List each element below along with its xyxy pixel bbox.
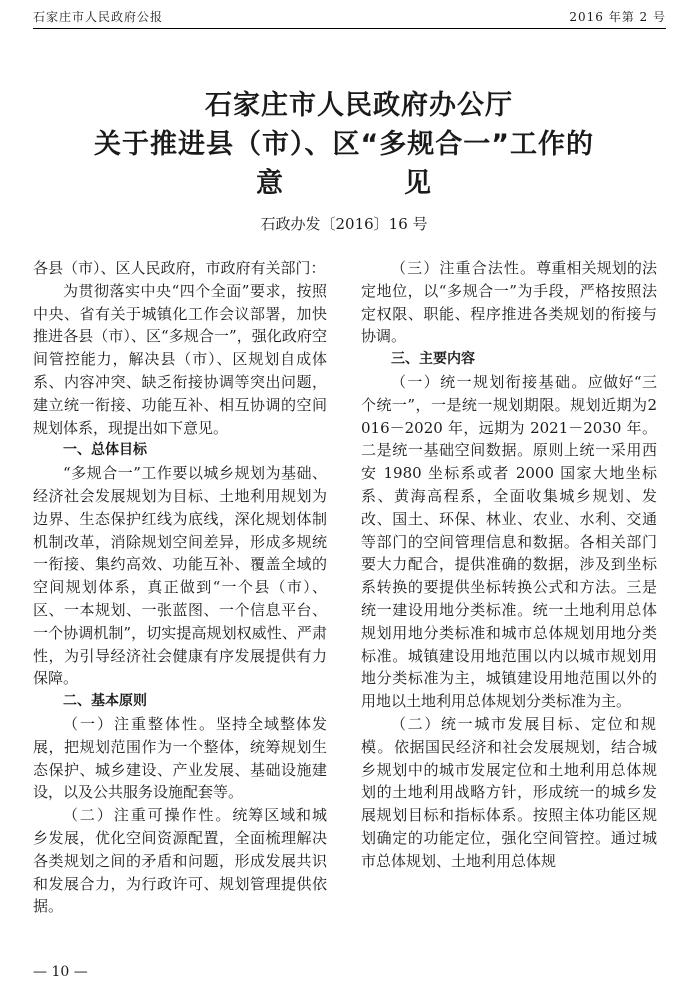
document-title-block <box>0 86 688 235</box>
salutation: 各县（市）、区人民政府，市政府有关部门： <box>33 259 326 277</box>
principle-2-paragraph <box>33 804 327 918</box>
section-3-heading: 三、主要内容 <box>391 351 475 368</box>
running-header <box>33 6 666 29</box>
publication-name: 石家庄市人民政府公报 <box>33 10 164 24</box>
section-2-heading: 二、基本原则 <box>63 693 147 710</box>
title-line-2: 关于推进县（市）、区“多规合一”工作的 <box>94 129 594 160</box>
title-line-1: 石家庄市人民政府办公厅 <box>205 90 513 121</box>
section-1-heading: 一、总体目标 <box>63 442 147 459</box>
principle-3-paragraph <box>361 257 657 348</box>
content-1-label: （一）统一规划衔接基础。 <box>391 372 588 391</box>
principle-1-label: （一）注重整体性。 <box>63 714 216 733</box>
content-2-paragraph <box>361 713 657 873</box>
section-1-paragraph: “多规合一”工作要以城乡规划为基础、经济社会发展规划为目标、土地利用规划为边界、生态保护红线为底线，深化规划体制机制改革，消除规划空间差异，形成多规统一衔接、集约高效、功能互补、覆盖全域的空间规划体系，真正做到“一个县（市）、区、一本规划、一张蓝图、一个信息平台、一个协调机制”，切实提高规划权威性、严肃性，为引导经济社会健康有序发展提供有力保障。 <box>33 464 327 688</box>
issue-number: 2016 年第 2 号 <box>569 10 666 24</box>
content-1-paragraph <box>361 371 657 713</box>
page-number: — 10 — <box>33 964 88 980</box>
principle-2-text: 统筹区域和城乡发展，优化空间资源配置，全面梳理解决各类规划之间的矛盾和问题，形成发展共识和发展合力，为行政许可、规划管理提供依据。 <box>33 806 327 916</box>
principle-3-text: 尊重相关规划的法定地位，以“多规合一”为手段，严格按照法定权限、职能、程序推进各类规划的衔接与协调。 <box>361 259 657 346</box>
right-column <box>361 257 657 873</box>
document-number: 石政办发〔2016〕16 号 <box>260 215 428 233</box>
intro-paragraph: 为贯彻落实中央“四个全面”要求，按照中央、省有关于城镇化工作会议部署，加快推进各县（市）、区“多规合一”，强化政府空间管控能力，解决县（市）、区规划自成体系、内容冲突、缺乏衔接协调等突出问题，建立统一衔接、功能互补、相互协调的空间规划体系，现提出如下意见。 <box>33 281 327 437</box>
principle-1-paragraph <box>33 713 327 804</box>
content-2-label: （二）统一城市发展目标、定位和规模。 <box>361 714 657 756</box>
principle-2-label: （二）注重可操作性。 <box>63 806 233 825</box>
content-2-text: 依据国民经济和社会发展规划，结合城乡规划中的城市发展定位和土地利用总体规划的土地利用战略方针，形成统一的城乡发展规划目标和指标体系。按照主体功能区规划确定的功能定位，强化空间管控。通过城市总体规划、土地利用总体规 <box>361 737 657 870</box>
principle-1-text: 坚持全域整体发展，把规划范围作为一个整体，统筹规划生态保护、城乡建设、产业发展、基础设施建设，以及公共服务设施配套等。 <box>33 714 327 802</box>
title-char-2: 见 <box>404 168 432 199</box>
title-line-3 <box>0 164 688 203</box>
left-column <box>33 257 327 918</box>
content-1-text: 应做好“三个统一”，一是统一规划期限。规划近期为2016－2020 年，远期为 2021－2030 年。二是统一基础空间数据。原则上统一采用西安 1980 坐标系或者 2000 国家大地坐标系、黄海高程系，全面收集城乡规划、发改、国土、环保、林业、农业、水利、交通等部门的空间管理信息和数据。各相关部门要大力配合，提供准确的数据，涉及到坐标系转换的要提供坐标转换公式和方法。三是统一建设用地分类标准。统一土地利用总体规划用地分类标准和城市总体规划用地分类标准。城镇建设用地范围以内以城市规划用地分类标准为主，城镇建设用地范围以外的用地以土地利用总体规划分类标准为主。 <box>361 372 657 711</box>
principle-3-label: （三）注重合法性。 <box>391 259 537 277</box>
title-char-1: 意 <box>256 168 284 199</box>
